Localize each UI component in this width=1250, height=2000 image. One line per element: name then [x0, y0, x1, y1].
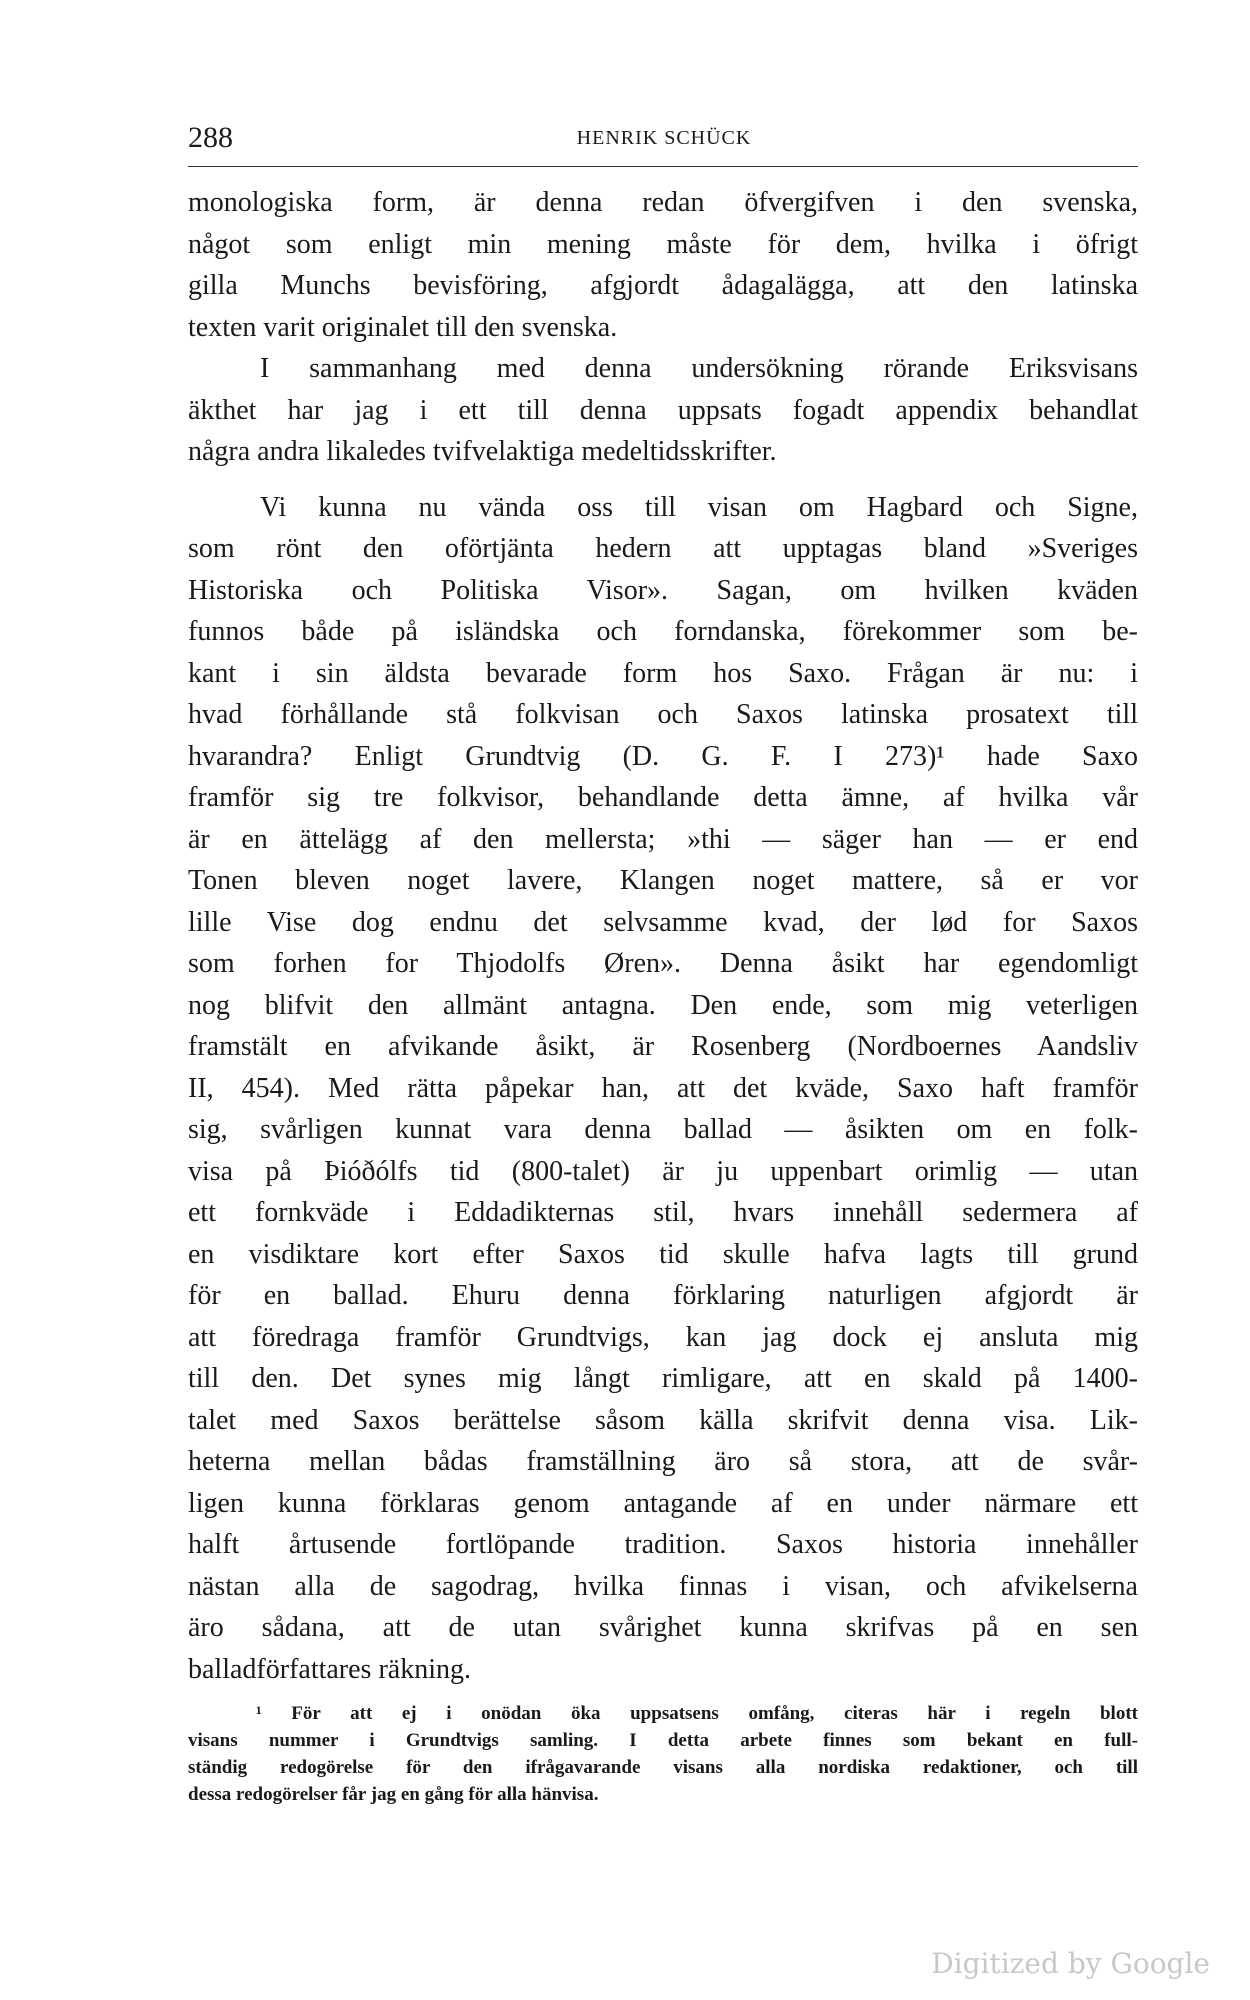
text-line: funnos både på isländska och forndanska, förekommer som be-: [188, 616, 1138, 647]
text-line: är en ättelägg af den mellersta; »thi — säger han — er end: [188, 823, 1138, 855]
running-title: HENRIK SCHÜCK: [576, 127, 752, 149]
text-line: nästan alla de sagodrag, hvilka finnas i visan, och afvikelserna: [188, 1570, 1138, 1602]
text-line: som rönt den oförtjänta hedern att upptagas bland »Sveriges: [188, 533, 1138, 564]
text-line: I sammanhang med denna undersökning rörande Eriksvisans: [260, 353, 1138, 384]
text-line: framför sig tre folkvisor, behandlande detta ämne, af hvilka vår: [188, 782, 1138, 813]
footnote: [188, 1700, 1138, 1808]
text-line: äro sådana, att de utan svårighet kunna skrifvas på en sen: [188, 1612, 1138, 1643]
text-line: äkthet har jag i ett till denna uppsats fogadt appendix behandlat: [188, 394, 1138, 426]
text-line: nog blifvit den allmänt antagna. Den ende, som mig veterligen: [188, 989, 1138, 1021]
text-line: monologiska form, är denna redan öfvergifven i den svenska,: [188, 187, 1138, 218]
text-line: texten varit originalet till den svenska.: [188, 311, 618, 343]
text-line: halft årtusende fortlöpande tradition. Saxos historia innehåller: [188, 1529, 1138, 1560]
footnote-line: ständig redogörelse för den ifrågavarande visans alla nordiska redaktioner, och till: [188, 1757, 1138, 1778]
footnote-line: dessa redogörelser får jag en gång för alla hänvisa.: [188, 1784, 599, 1805]
text-line: II, 454). Med rätta påpekar han, att det kväde, Saxo haft framför: [188, 1072, 1138, 1104]
text-line: Tonen bleven noget lavere, Klangen noget mattere, så er vor: [188, 865, 1138, 896]
text-line: kant i sin äldsta bevarade form hos Saxo. Frågan är nu: i: [188, 657, 1138, 689]
text-line: Historiska och Politiska Visor». Sagan, om hvilken kväden: [188, 574, 1138, 606]
text-line: talet med Saxos berättelse såsom källa skrifvit denna visa. Lik-: [188, 1404, 1138, 1436]
text-line: ett fornkväde i Eddadikternas stil, hvars innehåll sedermera af: [188, 1197, 1138, 1228]
header-rule: [188, 166, 1138, 167]
footnote-line: ¹ För att ej i onödan öka uppsatsens omfång, citeras här i regeln blott: [256, 1703, 1138, 1724]
text-line: som forhen for Thjodolfs Øren». Denna åsikt har egendomligt: [188, 948, 1138, 979]
text-line: balladförfattares räkning.: [188, 1653, 471, 1685]
text-line: hvad förhållande stå folkvisan och Saxos latinska prosatext till: [188, 699, 1138, 730]
text-line: Vi kunna nu vända oss till visan om Hagbard och Signe,: [260, 491, 1138, 523]
paragraph-gap: [188, 473, 1138, 487]
text-line: ligen kunna förklaras genom antagande af en under närmare ett: [188, 1487, 1138, 1519]
text-line: hvarandra? Enligt Grundtvig (D. G. F. I 273)¹ hade Saxo: [188, 740, 1138, 772]
text-line: sig, svårligen kunnat vara denna ballad — åsikten om en folk-: [188, 1114, 1138, 1145]
text-line: till den. Det synes mig långt rimligare, att en skald på 1400-: [188, 1363, 1138, 1394]
page-number: 288: [188, 121, 233, 154]
text-line: för en ballad. Ehuru denna förklaring naturligen afgjordt är: [188, 1280, 1138, 1311]
text-line: gilla Munchs bevisföring, afgjordt ådagalägga, att den latinska: [188, 270, 1138, 301]
text-line: en visdiktare kort efter Saxos tid skulle hafva lagts till grund: [188, 1238, 1138, 1270]
text-line: några andra likaledes tvifvelaktiga medeltidsskrifter.: [188, 436, 777, 467]
text-line: framstält en afvikande åsikt, är Rosenberg (Nordboernes Aandsliv: [188, 1031, 1138, 1062]
text-line: något som enligt min mening måste för dem, hvilka i öfrigt: [188, 228, 1138, 260]
text-line: visa på Þióðólfs tid (800-talet) är ju uppenbart orimlig — utan: [188, 1155, 1138, 1187]
digitization-watermark: Digitized by Google: [931, 1947, 1210, 1980]
running-head: [188, 118, 1140, 158]
text-line: heterna mellan bådas framställning äro så stora, att de svår-: [188, 1446, 1138, 1477]
footnote-line: visans nummer i Grundtvigs samling. I detta arbete finnes som bekant en full-: [188, 1730, 1138, 1751]
text-line: lille Vise dog endnu det selvsamme kvad, der lød for Saxos: [188, 906, 1138, 938]
body-text: [188, 182, 1138, 1690]
text-line: att föredraga framför Grundtvigs, kan jag dock ej ansluta mig: [188, 1321, 1138, 1353]
